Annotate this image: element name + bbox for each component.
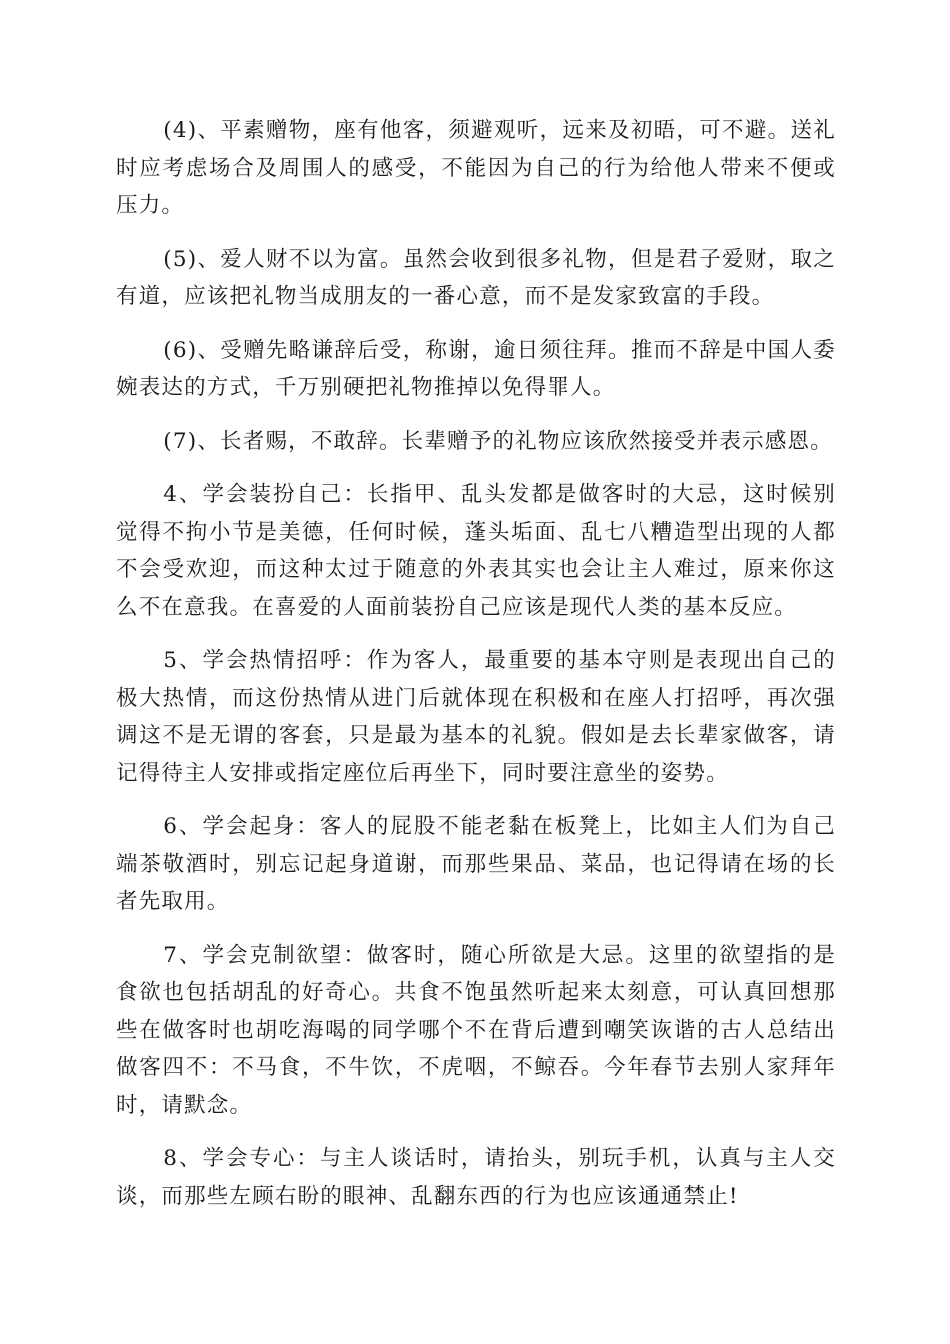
paragraph-gift-6: (6)、受赠先略谦辞后受，称谢，逾日须往拜。推而不辞是中国人委婉表达的方式，千万别硬把礼物推掉以免得罪人。 [116,337,836,400]
document-body [116,112,836,1231]
paragraph-focus: 8、学会专心：与主人谈话时，请抬头，别玩手机，认真与主人交谈，而那些左顾右盼的眼神、乱翻东西的行为也应该通通禁止! [116,1146,836,1209]
paragraph-restraint: 7、学会克制欲望：做客时，随心所欲是大忌。这里的欲望指的是食欲也包括胡乱的好奇心。共食不饱虽然听起来太刻意，可认真回想那些在做客时也胡吃海喝的同学哪个不在背后遭到嘲笑诙谐的古人总结出做客四不：不马食，不牛饮，不虎咽，不鲸吞。今年春节去别人家拜年时，请默念。 [116,942,836,1118]
paragraph-stand-up: 6、学会起身：客人的屁股不能老黏在板凳上，比如主人们为自己端茶敬酒时，别忘记起身道谢，而那些果品、菜品，也记得请在场的长者先取用。 [116,814,836,914]
paragraph-gift-5: (5)、爱人财不以为富。虽然会收到很多礼物，但是君子爱财，取之有道，应该把礼物当成朋友的一番心意，而不是发家致富的手段。 [116,246,836,309]
paragraph-dress-up: 4、学会装扮自己：长指甲、乱头发都是做客时的大忌，这时候别觉得不拘小节是美德，任何时候，蓬头垢面、乱七八糟造型出现的人都不会受欢迎，而这种太过于随意的外表其实也会让主人难过，原来你这么不在意我。在喜爱的人面前装扮自己应该是现代人类的基本反应。 [116,482,836,620]
paragraph-gift-4: (4)、平素赠物，座有他客，须避观听，远来及初晤，可不避。送礼时应考虑场合及周围人的感受，不能因为自己的行为给他人带来不便或压力。 [116,118,836,218]
paragraph-greeting: 5、学会热情招呼：作为客人，最重要的基本守则是表现出自己的极大热情，而这份热情从进门后就体现在积极和在座人打招呼，再次强调这不是无谓的客套，只是最为基本的礼貌。假如是去长辈家做客，请记得待主人安排或指定座位后再坐下，同时要注意坐的姿势。 [116,648,836,786]
paragraph-gift-7: (7)、长者赐，不敢辞。长辈赠予的礼物应该欣然接受并表示感恩。 [163,428,833,454]
